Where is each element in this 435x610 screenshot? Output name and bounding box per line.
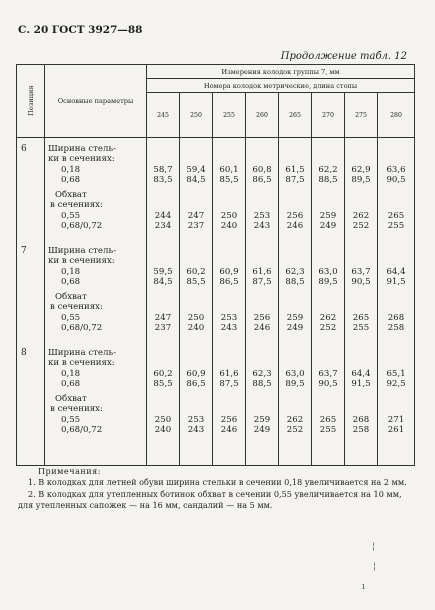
- size-header: 245: [147, 93, 180, 138]
- value-cell: 89,5: [351, 175, 371, 186]
- parameter-line: 0,55: [61, 210, 81, 221]
- value-cell: 246: [220, 425, 238, 436]
- value-cell: 268: [387, 312, 405, 323]
- parameter-line: в сечениях:: [50, 302, 103, 313]
- value-cell: 62,3: [285, 266, 305, 277]
- value-cell: 62,2: [318, 164, 338, 175]
- parameter-line: в сечениях:: [50, 200, 103, 211]
- value-cell: 85,5: [153, 379, 173, 390]
- value-cell: 265: [387, 210, 405, 221]
- position-column: [17, 138, 45, 466]
- value-cell: 265: [319, 414, 337, 425]
- value-cell: 88,5: [252, 379, 272, 390]
- value-cell: 86,5: [219, 277, 239, 288]
- value-cell: 255: [352, 323, 370, 334]
- value-cell: 90,5: [351, 277, 371, 288]
- value-cell: 258: [352, 425, 370, 436]
- parameter-line: Обхват: [55, 292, 87, 302]
- size-header: 255: [213, 93, 246, 138]
- scan-tick: ¦: [372, 542, 376, 552]
- value-cell: 87,5: [219, 379, 239, 390]
- parameter-line: 0,18: [61, 368, 81, 379]
- value-cell: 61,6: [252, 266, 272, 277]
- value-cell: 256: [286, 210, 304, 221]
- value-cell: 249: [319, 221, 337, 232]
- scan-tick: ı: [362, 582, 365, 592]
- parameter-line: 0,68: [61, 277, 81, 288]
- value-cell: 60,9: [219, 266, 239, 277]
- value-cell: 243: [253, 221, 271, 232]
- value-cell: 61,5: [285, 164, 305, 175]
- value-cell: 262: [319, 312, 337, 323]
- value-cell: 243: [220, 323, 238, 334]
- value-cell: 262: [352, 210, 370, 221]
- note-2: 2. В колодках для утепленных ботинок обхват в сечении 0,55 увеличивается на 10 мм, для утепленных сапожек — на 16 мм, сандалий — на 5 мм.: [18, 488, 402, 510]
- size-column: [378, 138, 415, 466]
- value-cell: 253: [253, 210, 271, 221]
- value-cell: 252: [286, 425, 304, 436]
- value-cell: 249: [253, 425, 271, 436]
- size-column: [246, 138, 279, 466]
- parameter-line: 0,18: [61, 164, 81, 175]
- value-cell: 91,5: [386, 277, 406, 288]
- value-cell: 246: [286, 221, 304, 232]
- value-cell: 62,3: [252, 368, 272, 379]
- value-cell: 250: [220, 210, 238, 221]
- value-cell: 256: [253, 312, 271, 323]
- value-cell: 250: [187, 312, 205, 323]
- notes-title: Примечания:: [38, 466, 102, 476]
- parameter-line: 0,68/0,72: [61, 221, 103, 232]
- value-cell: 240: [187, 323, 205, 334]
- parameter-line: Ширина стель-: [48, 348, 117, 358]
- size-header: 275: [345, 93, 378, 138]
- value-cell: 88,5: [285, 277, 305, 288]
- value-cell: 253: [187, 414, 205, 425]
- subgroup-header: Номера колодок метрические, длина стопы: [147, 79, 415, 93]
- value-cell: 234: [154, 221, 172, 232]
- value-cell: 243: [187, 425, 205, 436]
- value-cell: 58,7: [153, 164, 173, 175]
- position-number: 7: [21, 246, 27, 256]
- value-cell: 59,4: [186, 164, 206, 175]
- value-cell: 59,5: [153, 266, 173, 277]
- value-cell: 90,5: [386, 175, 406, 186]
- value-cell: 60,2: [153, 368, 173, 379]
- value-cell: 60,8: [252, 164, 272, 175]
- parameter-line: 0,18: [61, 266, 81, 277]
- value-cell: 259: [319, 210, 337, 221]
- value-cell: 237: [187, 221, 205, 232]
- value-cell: 261: [387, 425, 405, 436]
- size-header: 280: [378, 93, 415, 138]
- size-column: [213, 138, 246, 466]
- position-number: 8: [21, 348, 27, 358]
- position-column-header: Позиция: [17, 65, 45, 138]
- value-cell: 255: [387, 221, 405, 232]
- value-cell: 84,5: [153, 277, 173, 288]
- parameter-line: ки в сечениях:: [48, 154, 115, 165]
- value-cell: 60,9: [186, 368, 206, 379]
- size-header: 250: [180, 93, 213, 138]
- value-cell: 63,6: [386, 164, 406, 175]
- size-header: 265: [279, 93, 312, 138]
- value-cell: 85,5: [186, 277, 206, 288]
- size-column: [180, 138, 213, 466]
- value-cell: 85,5: [219, 175, 239, 186]
- parameter-line: Обхват: [55, 190, 87, 200]
- value-cell: 87,5: [285, 175, 305, 186]
- parameter-line: 0,68: [61, 175, 81, 186]
- value-cell: 237: [154, 323, 172, 334]
- parameter-line: 0,68: [61, 379, 81, 390]
- value-cell: 63,0: [318, 266, 338, 277]
- value-cell: 65,1: [386, 368, 406, 379]
- size-column: [345, 138, 378, 466]
- value-cell: 92,5: [386, 379, 406, 390]
- size-column: [312, 138, 345, 466]
- parameters-column-header: Основные параметры: [45, 65, 147, 138]
- value-cell: 61,6: [219, 368, 239, 379]
- parameters-column: [45, 138, 147, 466]
- size-header: 260: [246, 93, 279, 138]
- value-cell: 86,5: [252, 175, 272, 186]
- group-header: Измерения колодок группы 7, мм: [147, 65, 415, 79]
- parameter-line: Ширина стель-: [48, 246, 117, 256]
- parameter-line: ки в сечениях:: [48, 358, 115, 369]
- value-cell: 247: [154, 312, 172, 323]
- value-cell: 250: [154, 414, 172, 425]
- value-cell: 256: [220, 414, 238, 425]
- measurements-table: [16, 64, 415, 466]
- scan-tick: ¦: [373, 562, 377, 572]
- position-number: 6: [21, 144, 27, 154]
- value-cell: 89,5: [285, 379, 305, 390]
- value-cell: 262: [286, 414, 304, 425]
- value-cell: 259: [253, 414, 271, 425]
- value-cell: 64,4: [351, 368, 371, 379]
- notes-block: [18, 466, 418, 511]
- value-cell: 87,5: [252, 277, 272, 288]
- value-cell: 244: [154, 210, 172, 221]
- value-cell: 63,0: [285, 368, 305, 379]
- value-cell: 258: [387, 323, 405, 334]
- value-cell: 63,7: [351, 266, 371, 277]
- value-cell: 89,5: [318, 277, 338, 288]
- value-cell: 259: [286, 312, 304, 323]
- size-column: [279, 138, 312, 466]
- value-cell: 252: [319, 323, 337, 334]
- table-continuation-label: Продолжение табл. 12: [280, 51, 407, 62]
- value-cell: 240: [220, 221, 238, 232]
- value-cell: 90,5: [318, 379, 338, 390]
- value-cell: 60,2: [186, 266, 206, 277]
- value-cell: 62,9: [351, 164, 371, 175]
- value-cell: 240: [154, 425, 172, 436]
- value-cell: 252: [352, 221, 370, 232]
- parameter-line: 0,55: [61, 312, 81, 323]
- value-cell: 249: [286, 323, 304, 334]
- value-cell: 91,5: [351, 379, 371, 390]
- parameter-line: Ширина стель-: [48, 144, 117, 154]
- value-cell: 64,4: [386, 266, 406, 277]
- note-1: 1. В колодках для летней обуви ширина стельки в сечении 0,18 увеличивается на 2 мм.: [28, 477, 407, 488]
- value-cell: 84,5: [186, 175, 206, 186]
- parameter-line: 0,55: [61, 414, 81, 425]
- value-cell: 88,5: [318, 175, 338, 186]
- value-cell: 255: [319, 425, 337, 436]
- value-cell: 265: [352, 312, 370, 323]
- parameter-line: в сечениях:: [50, 404, 103, 415]
- value-cell: 253: [220, 312, 238, 323]
- size-column: [147, 138, 180, 466]
- value-cell: 271: [387, 414, 405, 425]
- parameter-line: 0,68/0,72: [61, 425, 103, 436]
- value-cell: 60,1: [219, 164, 239, 175]
- value-cell: 63,7: [318, 368, 338, 379]
- value-cell: 86,5: [186, 379, 206, 390]
- parameter-line: 0,68/0,72: [61, 323, 103, 334]
- page-reference: С. 20 ГОСТ 3927—88: [18, 24, 143, 36]
- value-cell: 268: [352, 414, 370, 425]
- value-cell: 83,5: [153, 175, 173, 186]
- value-cell: 247: [187, 210, 205, 221]
- value-cell: 246: [253, 323, 271, 334]
- parameter-line: ки в сечениях:: [48, 256, 115, 267]
- size-header: 270: [312, 93, 345, 138]
- parameter-line: Обхват: [55, 394, 87, 404]
